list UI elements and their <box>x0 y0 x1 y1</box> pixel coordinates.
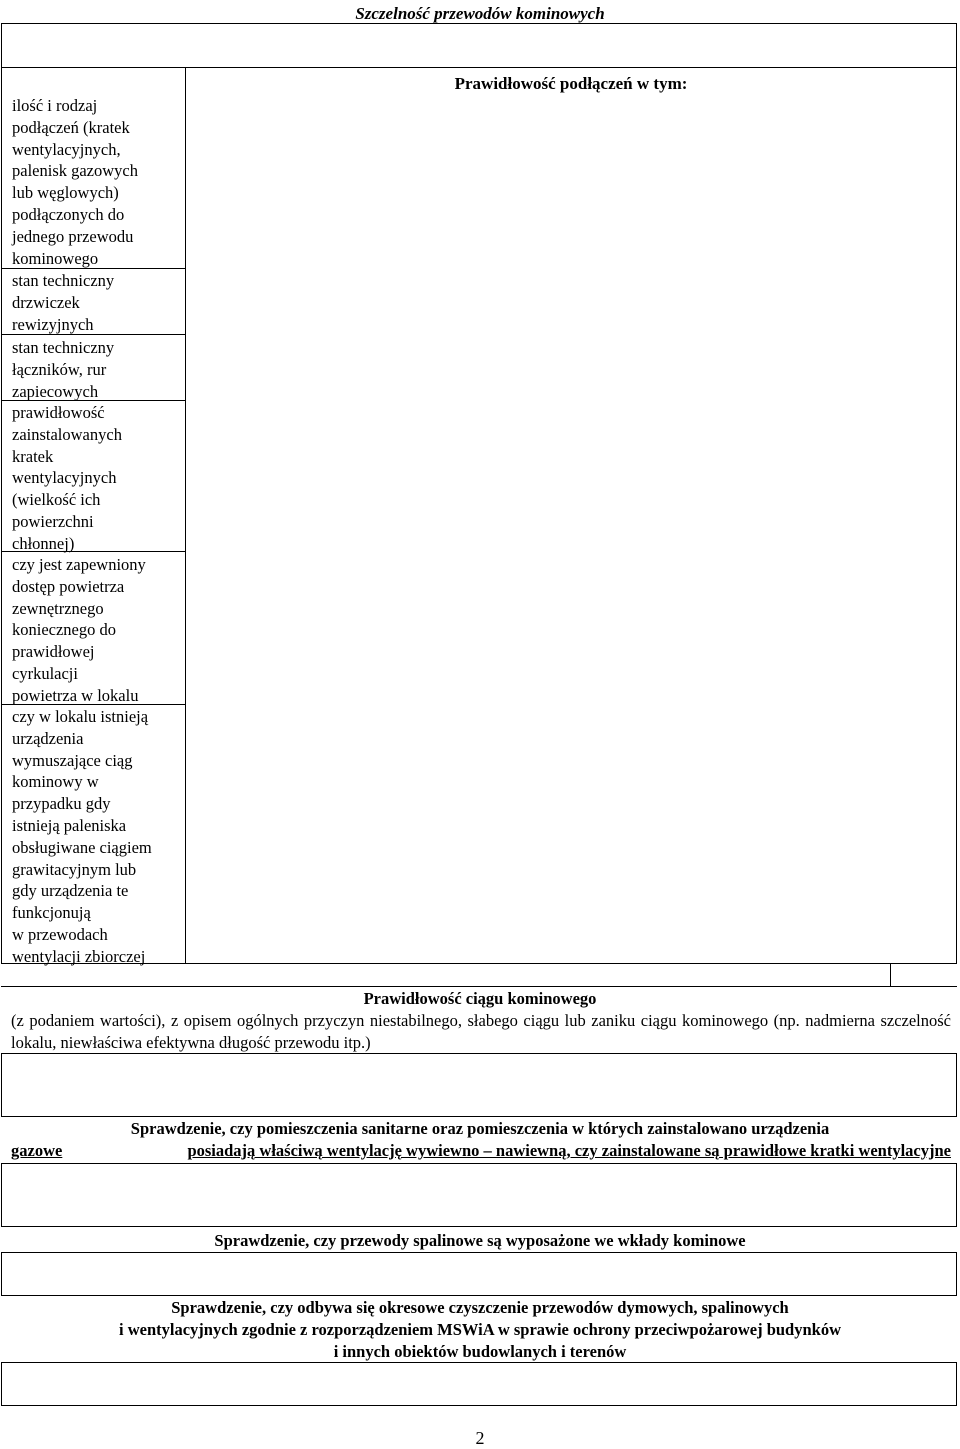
draft-heading: Prawidłowość ciągu kominowego <box>363 989 597 1008</box>
connections-heading: Prawidłowość podłączeń w tym: <box>454 74 688 93</box>
connections-item-air-supply: czy jest zapewniony dostęp powietrza zewnętrznego koniecznego do prawidłowej cyrkulacji powietrza w lokalu <box>1 551 186 705</box>
sanitary-line-2 <box>11 1140 951 1162</box>
sanitary-line-1: Sprawdzenie, czy pomieszczenia sanitarne oraz pomieszczenia w których zainstalowano urządzenia <box>130 1119 830 1138</box>
cleaning-line-1: Sprawdzenie, czy odbywa się okresowe czyszczenie przewodów dymowych, spalinowych <box>171 1298 789 1317</box>
liners-notes-box <box>1 1252 957 1296</box>
connections-right-area <box>185 67 957 964</box>
sanitary-notes-box <box>1 1163 957 1227</box>
draft-notes-box <box>1 1053 957 1117</box>
sanitary-line-2-rest: posiadają właściwą wentylację wywiewno – nawiewną, czy zainstalowane są prawidłowe kratki wentylacyjne <box>187 1141 951 1160</box>
sanitary-line-2-gazowe: gazowe <box>11 1141 63 1160</box>
connections-bottom-rule <box>1 986 957 987</box>
connections-item-vent-grilles: prawidłowość zainstalowanych kratek wentylacyjnych (wielkość ich powierzchni chłonnej) <box>1 400 186 552</box>
cleaning-line-3: i innych obiektów budowlanych i terenów <box>333 1342 627 1361</box>
draft-description: (z podaniem wartości), z opisem ogólnych przyczyn niestabilnego, słabego ciągu lub zaniku ciągu kominowego (np. nadmierna szczelność lokalu, niewłaściwa efektywna długość przewodu itp.) <box>11 1011 951 1052</box>
page-number: 2 <box>475 1428 485 1448</box>
tightness-notes-box <box>1 23 957 68</box>
cleaning-line-2: i wentylacyjnych zgodnie z rozporządzeniem MSWiA w sprawie ochrony przeciwpożarowej budynków <box>119 1320 841 1339</box>
liners-heading: Sprawdzenie, czy przewody spalinowe są wyposażone we wkłady kominowe <box>214 1231 746 1250</box>
connections-item-inspection-doors: stan techniczny drzwiczek rewizyjnych <box>1 268 186 335</box>
connections-item-connectors: stan techniczny łączników, rur zapiecowych <box>1 334 186 401</box>
connections-item-count: ilość i rodzaj podłączeń (kratek wentylacyjnych, palenisk gazowych lub węglowych) podłączonych do jednego przewodu kominowego <box>1 67 186 269</box>
connections-divider-cell <box>890 963 957 987</box>
page-title: Szczelność przewodów kominowych <box>355 4 605 23</box>
cleaning-notes-box <box>1 1362 957 1406</box>
connections-item-forced-draft: czy w lokalu istnieją urządzenia wymuszające ciąg kominowy w przypadku gdy istnieją paleniska obsługiwane ciągiem grawitacyjnym lub gdy urządzenia te funkcjonują w przewodach wentylacji zbiorczej <box>1 704 186 964</box>
